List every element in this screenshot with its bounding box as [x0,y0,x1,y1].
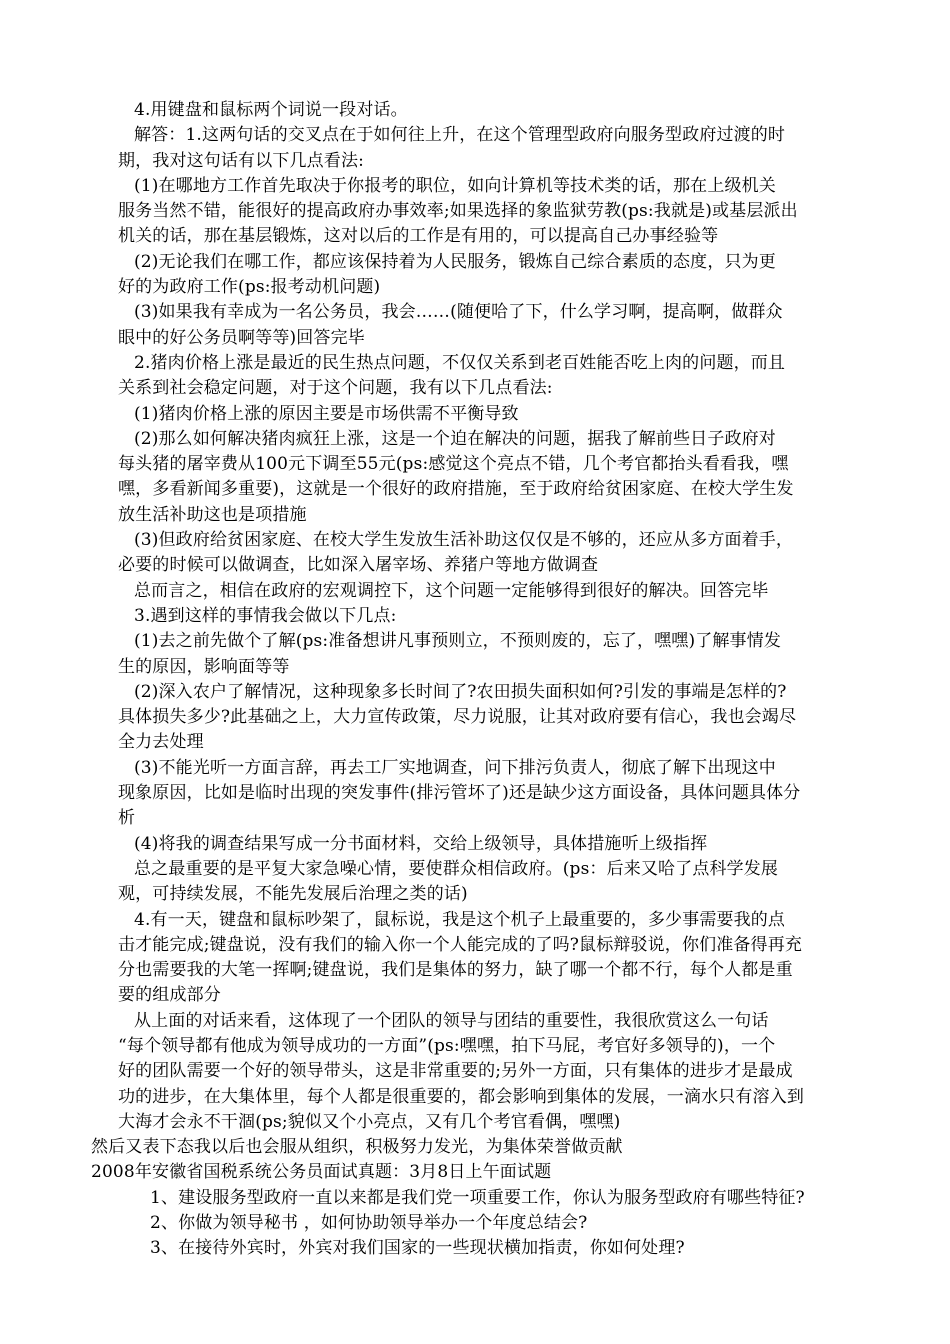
text-line: 4.用键盘和鼠标两个词说一段对话。 [134,100,408,120]
text-line: 2008年安徽省国税系统公务员面试真题：3月8日上午面试题 [91,1162,552,1183]
text-line: (4)将我的调查结果写成一分书面材料，交给上级领导，具体措施听上级指挥 [134,833,708,854]
text-line: 2.猪肉价格上涨是最近的民生热点问题，不仅仅关系到老百姓能否吃上肉的问题，而且 [134,352,786,373]
text-line: 必要的时候可以做调查，比如深入屠宰场、养猪户等地方做调查 [118,555,599,576]
text-line: 3、在接待外宾时，外宾对我们国家的一些现状横加指责，你如何处理? [150,1238,685,1259]
text-line: 从上面的对话来看，这体现了一个团队的领导与团结的重要性，我很欣赏这么一句话 [134,1010,769,1031]
text-line: (1)猪肉价格上涨的原因主要是市场供需不平衡导致 [134,403,519,424]
text-line: 要的组成部分 [118,985,221,1006]
text-line: (2)无论我们在哪工作，都应该保持着为人民服务，锻炼自己综合素质的态度，只为更 [134,251,776,272]
text-line: 眼中的好公务员啊等等)回答完毕 [118,327,365,348]
text-line: (2)深入农户了解情况，这种现象多长时间了?农田损失面积如何?引发的事端是怎样的? [134,681,787,702]
text-line: 击才能完成;键盘说，没有我们的输入你一个人能完成的了吗?鼠标辩驳说，你们准备得再充 [118,934,802,955]
text-line: “每个领导都有他成为领导成功的一方面”(ps:嘿嘿，拍下马屁，考官好多领导的)，一个 [118,1035,776,1056]
text-line: 机关的话，那在基层锻炼，这对以后的工作是有用的，可以提高自己办事经验等 [118,226,719,247]
text-line: 解答：1.这两句话的交叉点在于如何往上升，在这个管理型政府向服务型政府过渡的时 [134,125,786,146]
text-line: 分也需要我的大笔一挥啊;键盘说，我们是集体的努力，缺了哪一个都不行，每个人都是重 [118,960,793,981]
text-line: 全力去处理 [118,732,204,753]
text-line: (1)在哪地方工作首先取决于你报考的职位，如向计算机等技术类的话，那在上级机关 [134,175,776,196]
text-line: 每头猪的屠宰费从100元下调至55元(ps:感觉这个亮点不错，几个考官都抬头看看我，嘿 [118,454,789,475]
text-line: 具体损失多少?此基础之上，大力宣传政策，尽力说服，让其对政府要有信心，我也会竭尽 [118,707,797,728]
text-line: (2)那么如何解决猪肉疯狂上涨，这是一个迫在解决的问题，据我了解前些日子政府对 [134,428,776,449]
text-line: (3)不能光听一方面言辞，再去工厂实地调查，问下排污负责人，彻底了解下出现这中 [134,757,776,778]
text-line: 关系到社会稳定问题，对于这个问题，我有以下几点看法: [118,378,553,399]
text-line: 放生活补助这也是项措施 [118,504,307,525]
text-line: (1)去之前先做个了解(ps:准备想讲凡事预则立，不预则废的，忘了，嘿嘿)了解事情发 [134,631,781,652]
text-line: 然后又表下态我以后也会服从组织，积极努力发光，为集体荣誉做贡献 [91,1137,623,1158]
text-line: 服务当然不错，能很好的提高政府办事效率;如果选择的象监狱劳教(ps:我就是)或基层派出 [118,201,798,222]
text-line: (3)但政府给贫困家庭、在校大学生发放生活补助这仅仅是不够的，还应从多方面着手， [134,530,794,551]
text-line: 功的进步，在大集体里，每个人都是很重要的，都会影响到集体的发展，一滴水只有溶入到 [118,1086,804,1107]
document-page [91,98,866,1262]
text-line: 析 [118,808,136,829]
text-line: 大海才会永不干涸(ps;貌似又个小亮点，又有几个考官看偶，嘿嘿) [118,1111,621,1132]
text-line: 2、你做为领导秘书 ，如何协助领导举办一个年度总结会? [150,1213,588,1234]
text-line: 1、建设服务型政府一直以来都是我们党一项重要工作，你认为服务型政府有哪些特征? [150,1187,805,1208]
text-line: 观，可持续发展，不能先发展后治理之类的话) [118,884,468,905]
text-line: 生的原因，影响面等等 [118,656,290,677]
text-line: 总之最重要的是平复大家急噪心情，要使群众相信政府。(ps：后来又哈了点科学发展 [134,858,779,879]
text-line: (3)如果我有幸成为一名公务员，我会……(随便哈了下，什么学习啊，提高啊，做群众 [134,302,783,323]
text-line: 总而言之，相信在政府的宏观调控下，这个问题一定能够得到很好的解决。回答完毕 [134,580,769,601]
text-line: 3.遇到这样的事情我会做以下几点: [134,605,397,626]
text-line: 好的团队需要一个好的领导带头，这是非常重要的;另外一方面，只有集体的进步才是最成 [118,1061,793,1082]
document-body [91,98,866,1262]
text-line: 期，我对这句话有以下几点看法: [118,150,364,171]
text-line: 好的为政府工作(ps:报考动机问题) [118,277,381,298]
text-line: 嘿，多看新闻多重要)，这就是一个很好的政府措施，至于政府给贫困家庭、在校大学生发 [118,479,794,500]
text-line: 现象原因，比如是临时出现的突发事件(排污管坏了)还是缺少这方面设备，具体问题具体分 [118,783,801,804]
text-line: 4.有一天，键盘和鼠标吵架了，鼠标说，我是这个机子上最重要的，多少事需要我的点 [134,909,786,930]
